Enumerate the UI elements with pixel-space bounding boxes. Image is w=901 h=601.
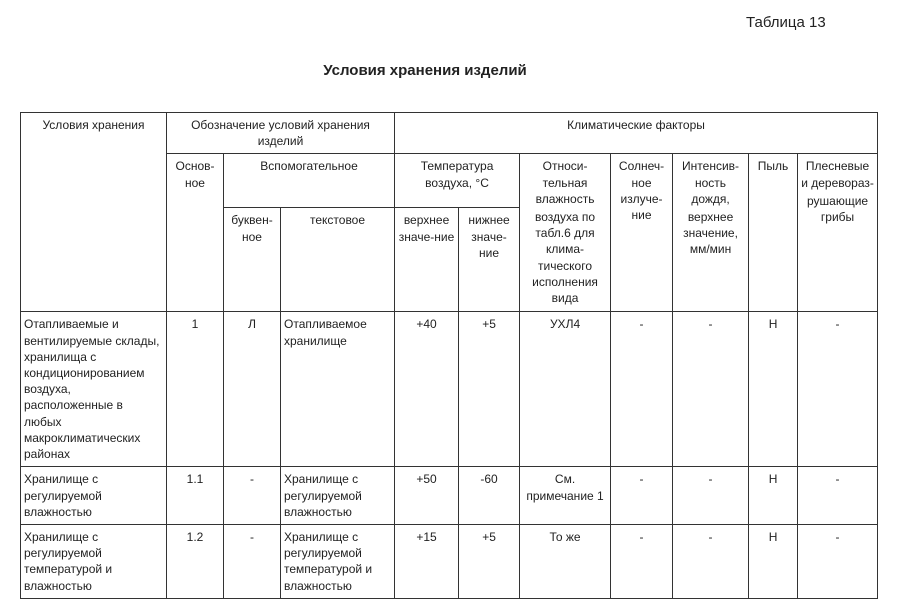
header-lower: нижнее значе-ние xyxy=(459,208,520,312)
cell-letter: - xyxy=(224,467,281,525)
storage-conditions-table xyxy=(20,112,878,599)
cell-condition: Хранилище с регулируемой влажностью xyxy=(21,467,167,525)
header-designation-group: Обозначение условий хранения изделий xyxy=(167,113,395,154)
document-title: Условия хранения изделий xyxy=(323,62,527,79)
cell-condition: Хранилище с регулируемой температурой и влажностью xyxy=(21,524,167,598)
cell-text: Отапливаемое хранилище xyxy=(281,312,395,467)
header-main: Основ-ное xyxy=(167,154,224,312)
cell-main: 1 xyxy=(167,312,224,467)
cell-fungi: - xyxy=(798,312,878,467)
cell-letter: - xyxy=(224,524,281,598)
cell-lower: +5 xyxy=(459,312,520,467)
table-row xyxy=(21,467,878,525)
header-fungi-bottom: рушающие грибы xyxy=(806,193,869,224)
header-rain-bottom: верхнее значение, мм/мин xyxy=(683,209,738,257)
cell-text: Хранилище с регулируемой влажностью xyxy=(281,467,395,525)
header-humidity xyxy=(520,154,611,312)
cell-lower: +5 xyxy=(459,524,520,598)
cell-letter: Л xyxy=(224,312,281,467)
cell-solar: - xyxy=(611,467,673,525)
cell-upper: +50 xyxy=(395,467,459,525)
cell-text: Хранилище с регулируемой температурой и влажностью xyxy=(281,524,395,598)
cell-main: 1.2 xyxy=(167,524,224,598)
header-fungi-top: Плесневые и деревораз- xyxy=(801,159,874,190)
cell-humidity: То же xyxy=(520,524,611,598)
cell-fungi: - xyxy=(798,467,878,525)
header-solar: Солнеч-ное излуче-ние xyxy=(611,154,673,312)
cell-rain: - xyxy=(673,467,749,525)
cell-humidity: УХЛ4 xyxy=(520,312,611,467)
cell-main: 1.1 xyxy=(167,467,224,525)
cell-lower: -60 xyxy=(459,467,520,525)
cell-humidity: См. примечание 1 xyxy=(520,467,611,525)
cell-solar: - xyxy=(611,312,673,467)
header-humidity-bottom: воздуха по табл.6 для клима-тического исполнения вида xyxy=(532,209,598,305)
cell-fungi: - xyxy=(798,524,878,598)
table-row xyxy=(21,312,878,467)
cell-dust: Н xyxy=(749,312,798,467)
header-dust: Пыль xyxy=(749,154,798,312)
header-rain-top: Интенсив-ность дождя, xyxy=(682,159,740,206)
header-rain xyxy=(673,154,749,312)
cell-dust: Н xyxy=(749,467,798,525)
cell-solar: - xyxy=(611,524,673,598)
header-letter: буквен-ное xyxy=(224,208,281,312)
cell-rain: - xyxy=(673,312,749,467)
header-storage-conditions: Условия хранения xyxy=(21,113,167,312)
header-textual: текстовое xyxy=(281,208,395,312)
table-row xyxy=(21,524,878,598)
header-upper: верхнее значе-ние xyxy=(395,208,459,312)
header-temperature: Температура воздуха, °С xyxy=(395,154,520,208)
cell-upper: +15 xyxy=(395,524,459,598)
header-climate-group: Климатические факторы xyxy=(395,113,878,154)
cell-upper: +40 xyxy=(395,312,459,467)
table-number: Таблица 13 xyxy=(746,14,826,31)
header-humidity-top: Относи-тельная влажность xyxy=(535,159,595,206)
header-fungi xyxy=(798,154,878,312)
cell-dust: Н xyxy=(749,524,798,598)
cell-condition: Отапливаемые и вентилируемые склады, хранилища с кондиционированием воздуха, расположенные в любых макроклиматических районах xyxy=(21,312,167,467)
cell-rain: - xyxy=(673,524,749,598)
header-auxiliary: Вспомогательное xyxy=(224,154,395,208)
